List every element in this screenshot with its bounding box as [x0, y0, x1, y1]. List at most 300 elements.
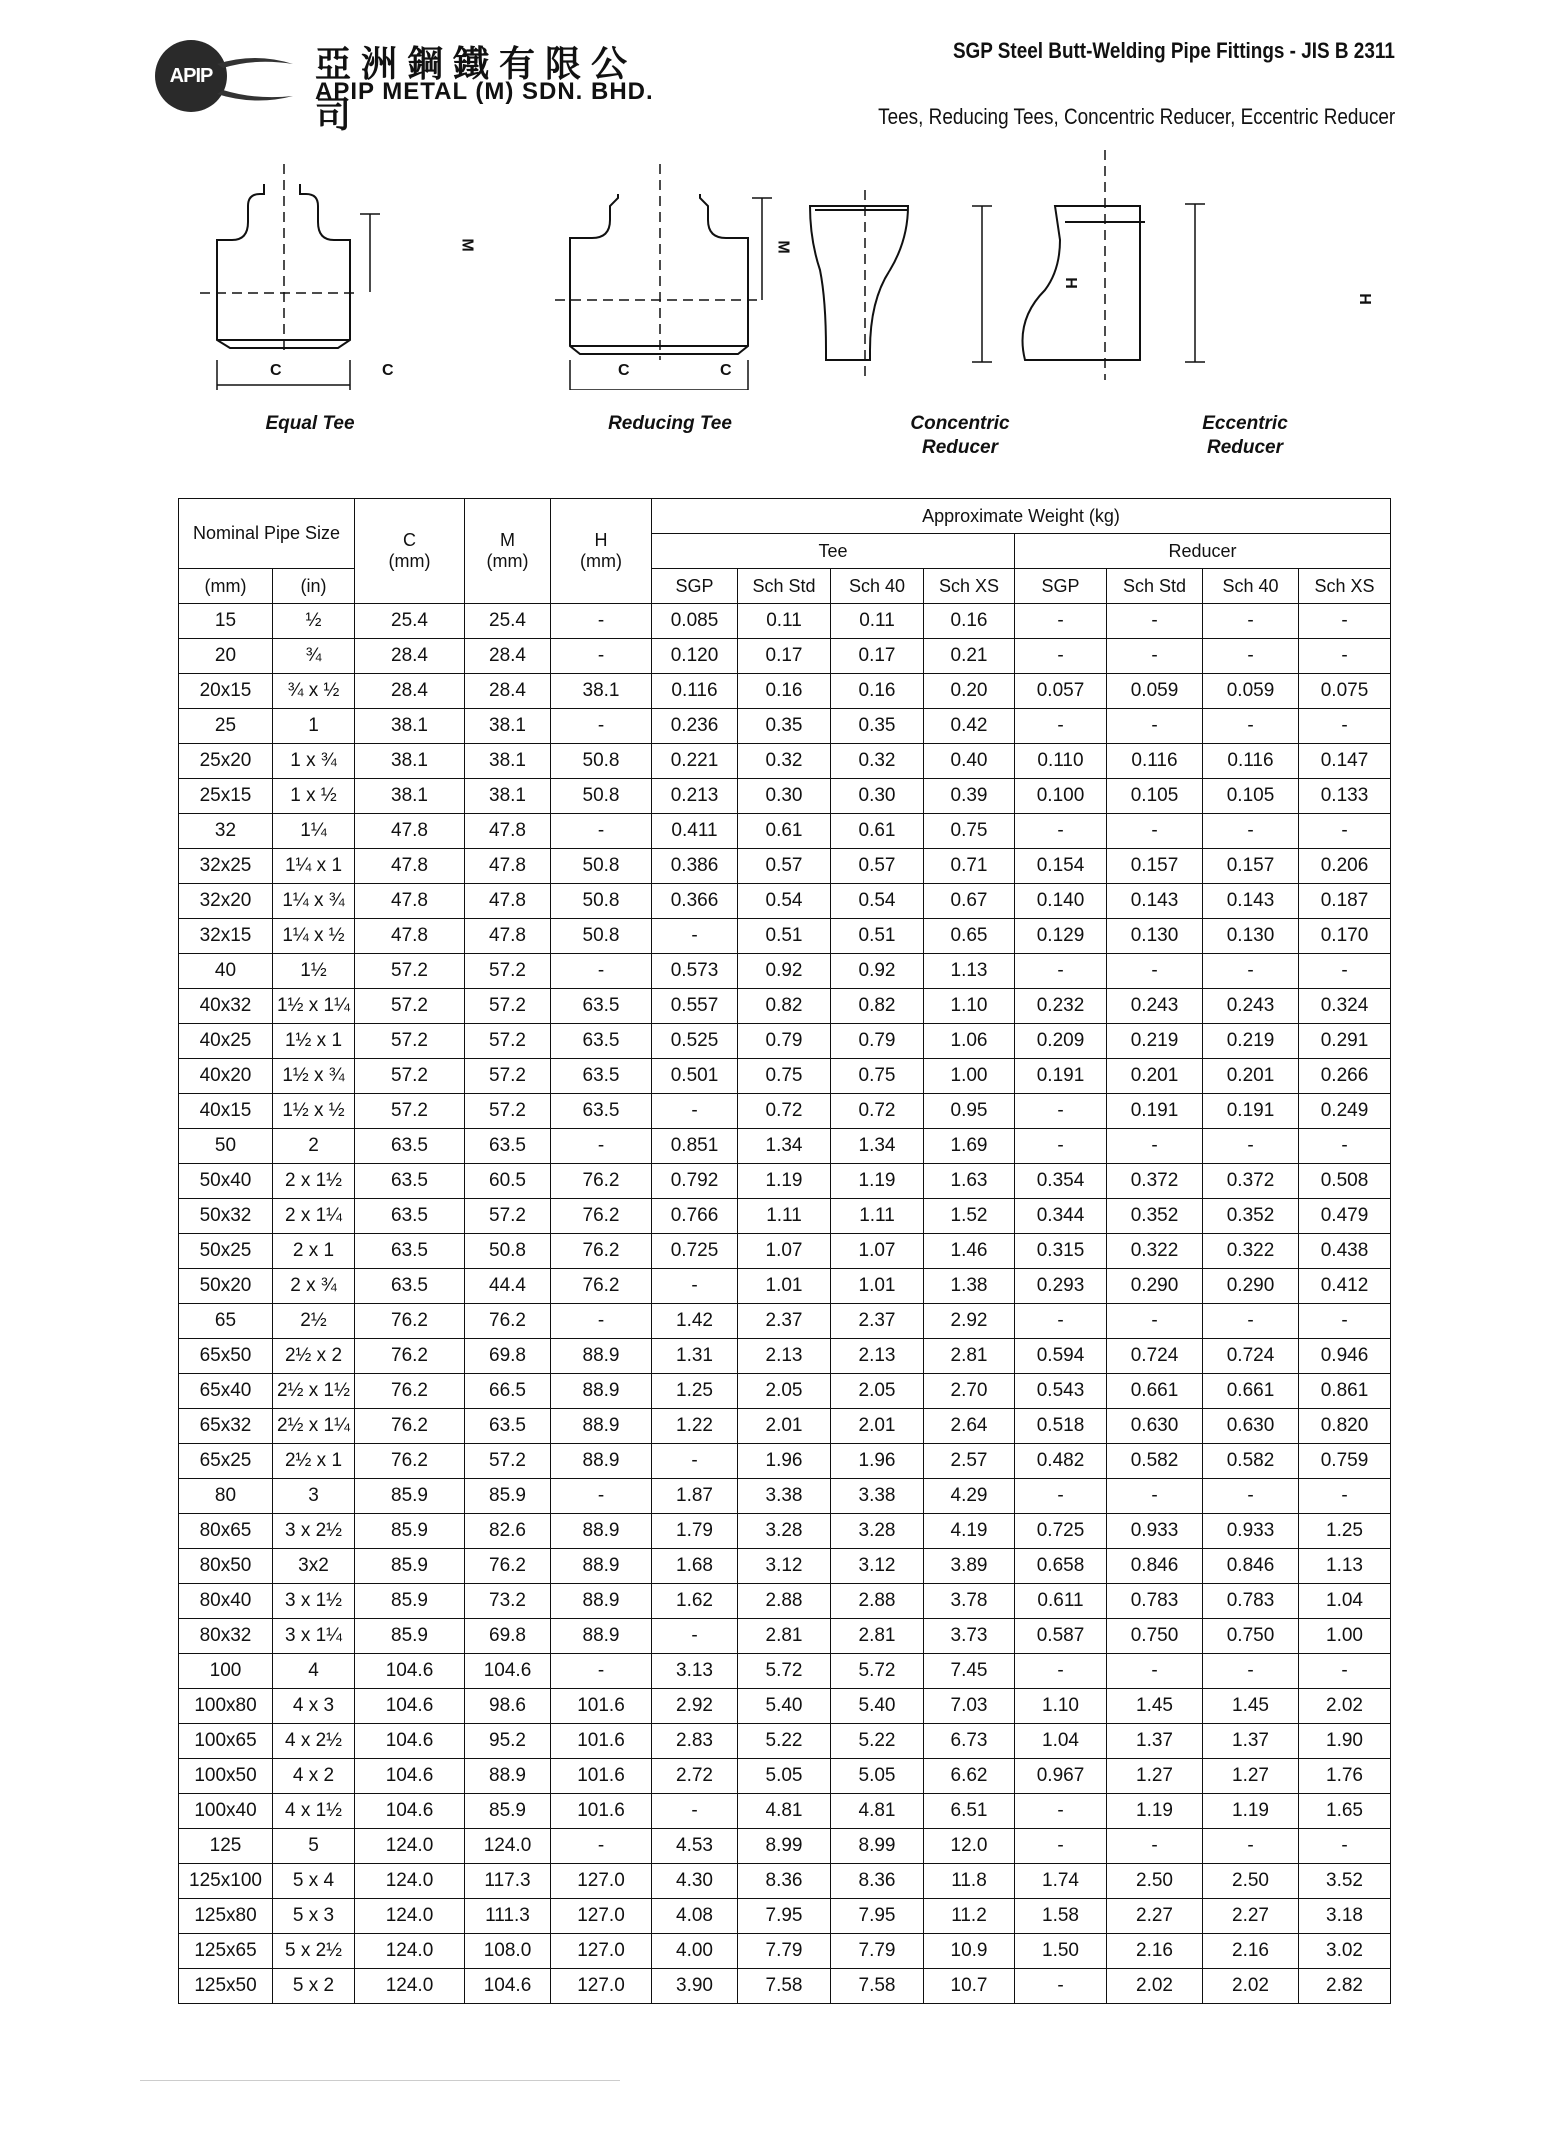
- table-row: [179, 849, 1391, 884]
- table-cell: 0.157: [1203, 849, 1299, 884]
- table-cell: 2.01: [831, 1409, 924, 1444]
- table-cell: 0.661: [1203, 1374, 1299, 1409]
- table-cell: 63.5: [355, 1269, 465, 1304]
- table-cell: 0.059: [1107, 674, 1203, 709]
- table-cell: -: [551, 1829, 652, 1864]
- table-cell: 0.725: [652, 1234, 738, 1269]
- table-cell: 117.3: [465, 1864, 551, 1899]
- table-row: [179, 1304, 1391, 1339]
- table-cell: 1.01: [738, 1269, 831, 1304]
- table-cell: 125x65: [179, 1934, 273, 1969]
- table-cell: 11.8: [924, 1864, 1015, 1899]
- table-cell: 0.967: [1015, 1759, 1107, 1794]
- table-cell: 28.4: [355, 639, 465, 674]
- table-cell: 25.4: [355, 604, 465, 639]
- table-cell: 1.00: [1299, 1619, 1391, 1654]
- table-cell: 0.21: [924, 639, 1015, 674]
- table-cell: 5 x 4: [273, 1864, 355, 1899]
- table-cell: 3.12: [831, 1549, 924, 1584]
- table-cell: 0.630: [1107, 1409, 1203, 1444]
- table-cell: 0.65: [924, 919, 1015, 954]
- table-cell: 1.11: [831, 1199, 924, 1234]
- header-tee: Tee: [652, 534, 1015, 569]
- table-cell: 2.83: [652, 1724, 738, 1759]
- table-cell: 1.96: [738, 1444, 831, 1479]
- table-cell: 60.5: [465, 1164, 551, 1199]
- table-cell: 76.2: [355, 1409, 465, 1444]
- table-cell: 0.35: [738, 709, 831, 744]
- table-cell: 32x25: [179, 849, 273, 884]
- table-cell: 0.201: [1107, 1059, 1203, 1094]
- table-cell: -: [1015, 1969, 1107, 2004]
- table-cell: -: [1015, 1094, 1107, 1129]
- table-cell: 0.79: [738, 1024, 831, 1059]
- header-in: (in): [273, 569, 355, 604]
- table-cell: 50x25: [179, 1234, 273, 1269]
- table-cell: 0.501: [652, 1059, 738, 1094]
- table-cell: 4 x 1½: [273, 1794, 355, 1829]
- table-cell: 0.933: [1203, 1514, 1299, 1549]
- table-cell: 101.6: [551, 1794, 652, 1829]
- eccentric-reducer-label: [1175, 412, 1315, 460]
- reducing-tee-label-line1: Reducing Tee: [608, 413, 732, 434]
- table-cell: 0.75: [738, 1059, 831, 1094]
- table-cell: 0.266: [1299, 1059, 1391, 1094]
- table-cell: 0.792: [652, 1164, 738, 1199]
- table-cell: -: [551, 954, 652, 989]
- table-cell: -: [652, 1094, 738, 1129]
- table-cell: 80x50: [179, 1549, 273, 1584]
- table-cell: 5: [273, 1829, 355, 1864]
- table-cell: 4.19: [924, 1514, 1015, 1549]
- concentric-reducer-drawing: [810, 190, 992, 380]
- table-cell: 5.72: [738, 1654, 831, 1689]
- table-cell: 2½ x 1½: [273, 1374, 355, 1409]
- eccentric-reducer-drawing: [1023, 150, 1206, 380]
- equal-tee-dim-c-right: C: [382, 362, 394, 379]
- table-cell: 1¼: [273, 814, 355, 849]
- table-cell: 88.9: [551, 1619, 652, 1654]
- table-cell: 0.557: [652, 989, 738, 1024]
- table-cell: 0.750: [1107, 1619, 1203, 1654]
- table-cell: 50x32: [179, 1199, 273, 1234]
- table-cell: 101.6: [551, 1724, 652, 1759]
- table-cell: -: [1203, 709, 1299, 744]
- company-logo: [155, 30, 665, 136]
- table-cell: 1½ x ½: [273, 1094, 355, 1129]
- table-cell: 0.352: [1107, 1199, 1203, 1234]
- table-cell: 82.6: [465, 1514, 551, 1549]
- table-cell: -: [1015, 1129, 1107, 1164]
- table-cell: 0.290: [1107, 1269, 1203, 1304]
- table-cell: 0.206: [1299, 849, 1391, 884]
- table-cell: 47.8: [465, 814, 551, 849]
- table-cell: 1.13: [924, 954, 1015, 989]
- table-cell: 69.8: [465, 1619, 551, 1654]
- table-cell: -: [1299, 1479, 1391, 1514]
- table-cell: 0.290: [1203, 1269, 1299, 1304]
- concentric-reducer-label: [890, 412, 1030, 460]
- table-cell: 0.322: [1107, 1234, 1203, 1269]
- table-cell: -: [1107, 639, 1203, 674]
- table-cell: 0.411: [652, 814, 738, 849]
- table-cell: -: [551, 1129, 652, 1164]
- table-cell: 3.52: [1299, 1864, 1391, 1899]
- table-cell: 65x40: [179, 1374, 273, 1409]
- table-cell: 0.16: [738, 674, 831, 709]
- table-cell: 2.02: [1107, 1969, 1203, 2004]
- table-cell: 0.110: [1015, 744, 1107, 779]
- table-cell: 1.04: [1299, 1584, 1391, 1619]
- table-cell: 5 x 3: [273, 1899, 355, 1934]
- table-cell: 2 x 1: [273, 1234, 355, 1269]
- table-cell: 1.63: [924, 1164, 1015, 1199]
- table-cell: 85.9: [465, 1794, 551, 1829]
- table-cell: 2 x ¾: [273, 1269, 355, 1304]
- table-row: [179, 1864, 1391, 1899]
- table-cell: 1.13: [1299, 1549, 1391, 1584]
- table-cell: 85.9: [355, 1619, 465, 1654]
- table-cell: 0.32: [738, 744, 831, 779]
- table-cell: -: [652, 1444, 738, 1479]
- table-cell: 104.6: [465, 1654, 551, 1689]
- table-cell: 7.95: [831, 1899, 924, 1934]
- table-cell: -: [551, 709, 652, 744]
- table-cell: 57.2: [465, 954, 551, 989]
- table-cell: 0.766: [652, 1199, 738, 1234]
- table-cell: 1.76: [1299, 1759, 1391, 1794]
- table-cell: 125: [179, 1829, 273, 1864]
- table-cell: ¾: [273, 639, 355, 674]
- table-cell: 2.64: [924, 1409, 1015, 1444]
- table-cell: 0.79: [831, 1024, 924, 1059]
- table-cell: 0.611: [1015, 1584, 1107, 1619]
- table-cell: 0.366: [652, 884, 738, 919]
- table-cell: 0.61: [738, 814, 831, 849]
- table-cell: 2.13: [831, 1339, 924, 1374]
- table-cell: 4.00: [652, 1934, 738, 1969]
- table-cell: 5.22: [831, 1724, 924, 1759]
- table-cell: 1.11: [738, 1199, 831, 1234]
- table-cell: 0.543: [1015, 1374, 1107, 1409]
- table-cell: -: [1015, 1654, 1107, 1689]
- table-cell: -: [1107, 709, 1203, 744]
- table-cell: 0.594: [1015, 1339, 1107, 1374]
- table-row: [179, 1899, 1391, 1934]
- table-cell: 1.68: [652, 1549, 738, 1584]
- table-cell: 0.67: [924, 884, 1015, 919]
- table-cell: 0.324: [1299, 989, 1391, 1024]
- table-cell: 1¼ x ¾: [273, 884, 355, 919]
- table-cell: 88.9: [551, 1444, 652, 1479]
- table-cell: 0.354: [1015, 1164, 1107, 1199]
- table-cell: 0.372: [1107, 1164, 1203, 1199]
- table-cell: 1.25: [652, 1374, 738, 1409]
- table-cell: 25x15: [179, 779, 273, 814]
- table-cell: 6.73: [924, 1724, 1015, 1759]
- table-cell: 2.50: [1203, 1864, 1299, 1899]
- table-cell: 2.01: [738, 1409, 831, 1444]
- table-cell: 88.9: [551, 1514, 652, 1549]
- table-row: [179, 674, 1391, 709]
- table-cell: 40x15: [179, 1094, 273, 1129]
- table-cell: 0.116: [1203, 744, 1299, 779]
- fitting-drawings: [160, 150, 1410, 390]
- table-cell: 0.54: [831, 884, 924, 919]
- table-cell: 2.05: [738, 1374, 831, 1409]
- header-reducer-sch-40: Sch 40: [1203, 569, 1299, 604]
- table-cell: -: [1299, 709, 1391, 744]
- company-name-chinese: 亞洲鋼鐵有限公司: [315, 43, 638, 136]
- logo-emblem: APIP: [155, 40, 227, 112]
- table-cell: 1.37: [1203, 1724, 1299, 1759]
- table-row: [179, 1164, 1391, 1199]
- table-cell: 95.2: [465, 1724, 551, 1759]
- table-row: [179, 1199, 1391, 1234]
- table-row: [179, 814, 1391, 849]
- table-cell: 4 x 3: [273, 1689, 355, 1724]
- table-cell: 0.130: [1107, 919, 1203, 954]
- table-cell: 1.00: [924, 1059, 1015, 1094]
- header-mm: (mm): [179, 569, 273, 604]
- table-cell: 0.133: [1299, 779, 1391, 814]
- table-cell: 0.386: [652, 849, 738, 884]
- table-cell: 38.1: [465, 709, 551, 744]
- table-cell: 4: [273, 1654, 355, 1689]
- table-cell: 0.191: [1107, 1094, 1203, 1129]
- table-cell: 3.90: [652, 1969, 738, 2004]
- table-cell: 5.40: [738, 1689, 831, 1724]
- header-row-1: [179, 499, 1391, 534]
- table-cell: -: [551, 1304, 652, 1339]
- table-header: [179, 499, 1391, 604]
- table-cell: -: [1107, 1479, 1203, 1514]
- table-cell: 20: [179, 639, 273, 674]
- table-row: [179, 709, 1391, 744]
- eccentric-reducer-label-line2: Reducer: [1206, 437, 1284, 458]
- table-cell: 0.143: [1203, 884, 1299, 919]
- table-cell: -: [1299, 954, 1391, 989]
- table-cell: 0.221: [652, 744, 738, 779]
- table-cell: -: [1107, 814, 1203, 849]
- table-cell: 63.5: [551, 1024, 652, 1059]
- table-cell: 0.30: [831, 779, 924, 814]
- table-row: [179, 1374, 1391, 1409]
- table-cell: -: [1107, 604, 1203, 639]
- table-cell: 0.243: [1107, 989, 1203, 1024]
- header-reducer: Reducer: [1015, 534, 1391, 569]
- table-cell: 8.99: [738, 1829, 831, 1864]
- table-cell: 2½ x 2: [273, 1339, 355, 1374]
- concentric-reducer-dim-h: H: [1061, 277, 1079, 289]
- table-cell: 63.5: [551, 989, 652, 1024]
- table-cell: 1.58: [1015, 1899, 1107, 1934]
- table-cell: 2 x 1¼: [273, 1199, 355, 1234]
- header-h-label: H: [594, 530, 608, 550]
- table-cell: 57.2: [465, 1199, 551, 1234]
- table-cell: -: [1299, 1129, 1391, 1164]
- table-cell: 0.724: [1107, 1339, 1203, 1374]
- table-cell: 12.0: [924, 1829, 1015, 1864]
- table-cell: 2.37: [738, 1304, 831, 1339]
- table-cell: 88.9: [551, 1549, 652, 1584]
- table-cell: -: [652, 1619, 738, 1654]
- table-cell: 127.0: [551, 1934, 652, 1969]
- table-cell: 127.0: [551, 1864, 652, 1899]
- table-cell: 50.8: [551, 779, 652, 814]
- table-cell: 124.0: [355, 1934, 465, 1969]
- header-c: [355, 499, 465, 604]
- table-cell: 0.582: [1107, 1444, 1203, 1479]
- table-cell: 4.53: [652, 1829, 738, 1864]
- table-cell: 2.16: [1203, 1934, 1299, 1969]
- table-cell: -: [1107, 954, 1203, 989]
- table-cell: 1.69: [924, 1129, 1015, 1164]
- table-cell: -: [1203, 639, 1299, 674]
- table-cell: 76.2: [355, 1444, 465, 1479]
- table-cell: 0.51: [831, 919, 924, 954]
- table-cell: 3.13: [652, 1654, 738, 1689]
- table-cell: 76.2: [465, 1304, 551, 1339]
- header-reducer-sch-std: Sch Std: [1107, 569, 1203, 604]
- table-cell: 47.8: [465, 884, 551, 919]
- table-cell: 2 x 1½: [273, 1164, 355, 1199]
- table-cell: 0.32: [831, 744, 924, 779]
- table-cell: 100x80: [179, 1689, 273, 1724]
- table-cell: 100x40: [179, 1794, 273, 1829]
- table-cell: 4 x 2½: [273, 1724, 355, 1759]
- table-cell: 0.479: [1299, 1199, 1391, 1234]
- table-cell: 1 x ¾: [273, 744, 355, 779]
- table-cell: 85.9: [355, 1514, 465, 1549]
- table-cell: 2.57: [924, 1444, 1015, 1479]
- table-cell: 47.8: [355, 849, 465, 884]
- table-cell: 80: [179, 1479, 273, 1514]
- table-cell: 1½ x 1¼: [273, 989, 355, 1024]
- table-cell: 85.9: [465, 1479, 551, 1514]
- table-row: [179, 1479, 1391, 1514]
- table-cell: 1.06: [924, 1024, 1015, 1059]
- table-cell: 8.36: [831, 1864, 924, 1899]
- table-cell: 40x25: [179, 1024, 273, 1059]
- table-cell: 63.5: [551, 1094, 652, 1129]
- table-cell: 104.6: [355, 1759, 465, 1794]
- table-cell: 0.11: [738, 604, 831, 639]
- table-cell: 0.82: [738, 989, 831, 1024]
- table-cell: 0.482: [1015, 1444, 1107, 1479]
- equal-tee-label: [250, 412, 370, 436]
- table-cell: 0.61: [831, 814, 924, 849]
- table-row: [179, 1409, 1391, 1444]
- table-cell: 0.143: [1107, 884, 1203, 919]
- table-cell: 0.147: [1299, 744, 1391, 779]
- table-cell: 0.57: [738, 849, 831, 884]
- table-cell: 0.130: [1203, 919, 1299, 954]
- table-cell: 88.9: [551, 1339, 652, 1374]
- table-cell: 47.8: [465, 919, 551, 954]
- table-cell: 1.19: [831, 1164, 924, 1199]
- table-row: [179, 1514, 1391, 1549]
- logo-swoosh: [215, 50, 295, 106]
- company-name-english: APIP METAL (M) SDN. BHD.: [315, 78, 654, 105]
- table-row: [179, 1584, 1391, 1619]
- table-row: [179, 744, 1391, 779]
- table-cell: 1.87: [652, 1479, 738, 1514]
- table-cell: 50x40: [179, 1164, 273, 1199]
- table-cell: 8.36: [738, 1864, 831, 1899]
- table-cell: -: [1203, 604, 1299, 639]
- table-cell: 32x15: [179, 919, 273, 954]
- table-row: [179, 1339, 1391, 1374]
- table-cell: 76.2: [355, 1304, 465, 1339]
- table-cell: 100: [179, 1654, 273, 1689]
- table-cell: 0.17: [831, 639, 924, 674]
- table-cell: 0.92: [831, 954, 924, 989]
- table-cell: 1.96: [831, 1444, 924, 1479]
- reducing-tee-dim-c-right: C: [720, 362, 732, 379]
- table-cell: 1 x ½: [273, 779, 355, 814]
- table-cell: 0.322: [1203, 1234, 1299, 1269]
- table-cell: 1¼ x ½: [273, 919, 355, 954]
- table-cell: 0.438: [1299, 1234, 1391, 1269]
- table-cell: 0.105: [1107, 779, 1203, 814]
- table-cell: 1.52: [924, 1199, 1015, 1234]
- table-cell: 85.9: [355, 1549, 465, 1584]
- table-cell: 7.03: [924, 1689, 1015, 1724]
- table-cell: 1.34: [831, 1129, 924, 1164]
- table-row: [179, 1549, 1391, 1584]
- table-cell: 63.5: [551, 1059, 652, 1094]
- table-cell: 5.22: [738, 1724, 831, 1759]
- table-cell: 1.27: [1203, 1759, 1299, 1794]
- table-cell: 0.51: [738, 919, 831, 954]
- table-cell: 0.116: [1107, 744, 1203, 779]
- table-cell: 76.2: [355, 1374, 465, 1409]
- table-cell: -: [652, 1794, 738, 1829]
- table-cell: 73.2: [465, 1584, 551, 1619]
- table-cell: 0.243: [1203, 989, 1299, 1024]
- document-subtitle: Tees, Reducing Tees, Concentric Reducer, Eccentric Reducer: [877, 104, 1395, 129]
- table-cell: 0.861: [1299, 1374, 1391, 1409]
- table-cell: 20x15: [179, 674, 273, 709]
- table-cell: 38.1: [465, 779, 551, 814]
- table-cell: 1½ x 1: [273, 1024, 355, 1059]
- table-cell: 2.50: [1107, 1864, 1203, 1899]
- table-cell: 1.27: [1107, 1759, 1203, 1794]
- table-cell: 4.30: [652, 1864, 738, 1899]
- table-cell: 0.946: [1299, 1339, 1391, 1374]
- eccentric-reducer-label-line1: Eccentric: [1202, 413, 1288, 434]
- table-cell: 1½ x ¾: [273, 1059, 355, 1094]
- table-cell: 0.219: [1107, 1024, 1203, 1059]
- table-cell: 5.05: [738, 1759, 831, 1794]
- table-cell: 98.6: [465, 1689, 551, 1724]
- table-cell: -: [1015, 1829, 1107, 1864]
- table-row: [179, 989, 1391, 1024]
- table-cell: 2½: [273, 1304, 355, 1339]
- equal-tee-dim-c-left: C: [270, 362, 282, 379]
- table-cell: 4.08: [652, 1899, 738, 1934]
- table-cell: ½: [273, 604, 355, 639]
- table-cell: 80x32: [179, 1619, 273, 1654]
- table-cell: 1.25: [1299, 1514, 1391, 1549]
- table-cell: 76.2: [355, 1339, 465, 1374]
- table-cell: 3.38: [738, 1479, 831, 1514]
- table-cell: 101.6: [551, 1759, 652, 1794]
- fittings-table: [178, 498, 1391, 2004]
- table-row: [179, 954, 1391, 989]
- table-cell: 0.573: [652, 954, 738, 989]
